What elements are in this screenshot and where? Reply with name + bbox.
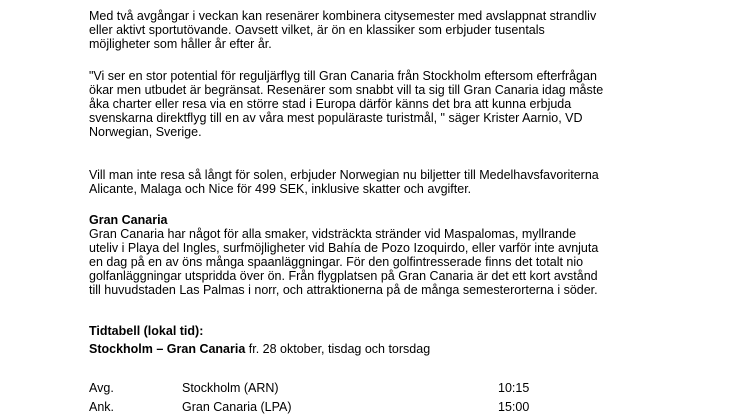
route-detail: fr. 28 oktober, tisdag och torsdag — [245, 342, 431, 356]
text-line: ökar men utbudet är begränsat. Resenärer som snabbt vill ta sig till Gran Canaria idag måste — [89, 83, 604, 97]
intro-paragraph — [89, 9, 729, 51]
text-line: Norwegian, Sverige. — [89, 125, 202, 139]
text-line: Vill man inte resa så långt för solen, erbjuder Norwegian nu biljetter till Medelhavsfavoriterna — [89, 168, 599, 182]
text-line: Gran Canaria har något för alla smaker, vidsträckta stränder vid Maspalomas, myllrande — [89, 227, 577, 241]
quote-paragraph — [89, 69, 729, 139]
text-line: "Vi ser en stor potential för reguljärflyg till Gran Canaria från Stockholm eftersom efterfrågan — [89, 69, 597, 83]
arrival-place: Gran Canaria (LPA) — [182, 400, 292, 414]
route-line — [89, 342, 729, 356]
departure-place: Stockholm (ARN) — [182, 381, 279, 395]
text-line: möjligheter som håller år efter år. — [89, 37, 272, 51]
departure-label: Avg. — [89, 381, 114, 395]
text-line: till huvudstaden Las Palmas i norr, och attraktionerna på de många semesterorterna i söder. — [89, 283, 598, 297]
text-line: svenskarna direktflyg till en av våra mest populäraste turistmål, " säger Krister Aarnio, VD — [89, 111, 583, 125]
route-name: Stockholm – Gran Canaria — [89, 342, 246, 356]
arrival-label: Ank. — [89, 400, 115, 414]
text-line: åka charter eller resa via en större stad i Europa därför känns det bra att kunna erbjuda — [89, 97, 572, 111]
departure-time: 10:15 — [498, 381, 530, 395]
text-line: en dag på en av öns många spaanläggningar. För den golfintresserade finns det totalt nio — [89, 255, 584, 269]
text-line: eller aktivt sportutövande. Oavsett vilket, är ön en klassiker som erbjuder tusentals — [89, 23, 545, 37]
text-line: uteliv i Playa del Ingles, surfmöjligheter vid Bahía de Pozo Izoquirdo, eller varför inte avnjuta — [89, 241, 599, 255]
text-line: Alicante, Malaga och Nice för 499 SEK, inklusive skatter och avgifter. — [89, 182, 472, 196]
offer-paragraph — [89, 168, 729, 196]
text-line: Med två avgångar i veckan kan resenärer kombinera citysemester med avslappnat strandliv — [89, 9, 597, 23]
timetable-heading-block — [89, 324, 729, 356]
arrival-time: 15:00 — [498, 400, 530, 414]
timetable-heading: Tidtabell (lokal tid): — [89, 324, 204, 338]
gran-canaria-section — [89, 213, 729, 297]
section-heading: Gran Canaria — [89, 213, 168, 227]
text-line: golfanläggningar utspridda över ön. Från flygplatsen på Gran Canaria är det ett kort avstånd — [89, 269, 598, 283]
